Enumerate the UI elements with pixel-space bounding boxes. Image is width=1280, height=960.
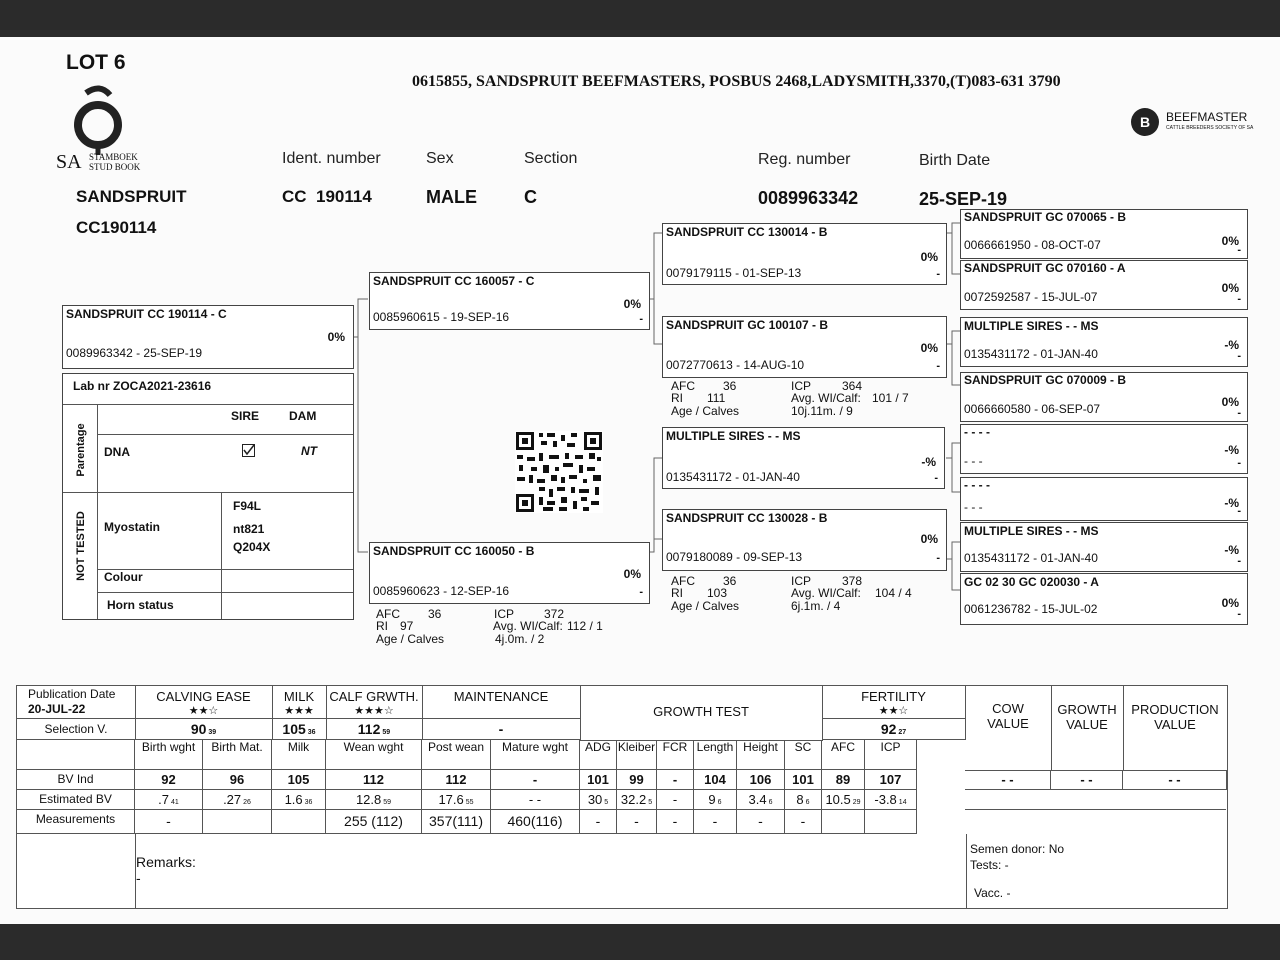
pedigree-sire-sire (662, 223, 947, 285)
measurement-value: - (785, 810, 822, 834)
ds-title: MULTIPLE SIRES - - MS (666, 429, 801, 443)
col-header-icp: ICP (865, 740, 917, 770)
lab-sire-header: SIRE (231, 409, 260, 423)
myostatin-nt821: nt821 (233, 522, 265, 536)
measurement-value (203, 810, 272, 834)
logo-line2: STUD BOOK (89, 162, 141, 172)
gg-6-dash: - (1237, 505, 1241, 517)
col-header-adg: ADG (580, 740, 617, 770)
ebv-accuracy: 41 (171, 799, 179, 806)
gg-4-title: SANDSPRUIT GC 070009 - B (964, 373, 1127, 387)
bv-value: 101 (580, 770, 617, 790)
parentage-label: Parentage (75, 423, 87, 477)
milk-stars: ★★★ (284, 705, 314, 717)
ebv-value (580, 790, 617, 810)
measurement-value: 460(116) (491, 810, 580, 834)
dd-icp-label: ICP (791, 574, 812, 588)
selection-label: Selection V. (17, 719, 136, 740)
bv-row (17, 770, 1227, 790)
value-index: - - (1123, 770, 1227, 790)
ebv-accuracy: 5 (604, 799, 609, 806)
col-header-height: Height (737, 740, 785, 770)
not-tested-label: NOT TESTED (75, 511, 87, 581)
pub-date-cell (17, 686, 136, 719)
registration-certificate (0, 37, 1280, 924)
milk-header (272, 686, 327, 719)
dna-label: DNA (104, 445, 130, 459)
dd-line: 0079180089 - 09-SEP-13 (666, 550, 803, 564)
lab-title: Lab nr ZOCA2021-23616 (73, 379, 212, 393)
production-value-label: PRODUCTION VALUE (1131, 702, 1219, 732)
sd-line: 0072770613 - 14-AUG-10 (666, 358, 805, 372)
sd-icp-label: ICP (791, 379, 812, 393)
gg-8-title: GC 02 30 GC 020030 - A (964, 575, 1099, 589)
calving-ease-header (135, 686, 273, 719)
section-value: C (524, 187, 537, 207)
dam-avg: 112 / 1 (567, 619, 603, 633)
breeding-values-table (16, 685, 1228, 909)
calf-growth-header (326, 686, 423, 719)
bv-value: 112 (422, 770, 491, 790)
sd-avg-label: Avg. WI/Calf: (791, 391, 861, 405)
measurement-value: - (617, 810, 657, 834)
reg-value: 0089963342 (758, 188, 859, 208)
measurement-value (272, 810, 326, 834)
dam-afc: 36 (428, 607, 442, 621)
gg-7-line: 0135431172 - 01-JAN-40 (964, 551, 1098, 565)
measurement-value: - (657, 810, 694, 834)
ebv-number: 10.5 (825, 792, 851, 807)
pub-label: Publication Date (28, 687, 116, 701)
sire-title: SANDSPRUIT CC 160057 - C (373, 274, 535, 288)
gg-6-title: - - - - (964, 478, 990, 492)
ebv-number: 8 (796, 792, 804, 807)
dam-line: 0085960623 - 12-SEP-16 (373, 584, 510, 598)
pedigree-gg-3 (960, 317, 1248, 367)
dd-avg-label: Avg. WI/Calf: (791, 586, 861, 600)
ebv-accuracy: 59 (383, 799, 392, 806)
gg-6-pct: -% (1224, 496, 1239, 510)
gg-6-line: - - - (964, 500, 983, 514)
ebv-value (326, 790, 422, 810)
gg-4-line: 0066660580 - 06-SEP-07 (964, 402, 1101, 416)
calving-label: CALVING EASE (156, 689, 251, 704)
sire-dash: - (639, 313, 643, 325)
gg-7-title: MULTIPLE SIRES - - MS (964, 524, 1099, 538)
ss-title: SANDSPRUIT CC 130014 - B (666, 225, 828, 239)
ebv-accuracy: 6 (805, 799, 810, 806)
ds-dash: - (934, 472, 938, 484)
measurements-label: Measurements (17, 810, 135, 834)
ident-value: CC 190114 (282, 187, 372, 206)
fertility-stars: ★★☆ (878, 705, 909, 717)
sel-milk-value: 105 (282, 721, 306, 737)
lab-panel (62, 373, 354, 620)
gg-5-dash: - (1237, 457, 1241, 469)
sd-ri: 111 (707, 391, 726, 405)
dd-age-label: Age / Calves (671, 599, 740, 613)
sel-calving-value: 90 (190, 721, 207, 737)
gg-5-pct: -% (1224, 443, 1239, 457)
ebv-accuracy: 6 (717, 799, 722, 806)
dna-dam-value: NT (301, 444, 317, 458)
measurement-value: - (580, 810, 617, 834)
gg-5-title: - - - - (964, 425, 990, 439)
ebv-accuracy: 5 (648, 799, 653, 806)
gg-5-line: - - - (964, 454, 983, 468)
ebv-number: 3.4 (748, 792, 767, 807)
bv-value: 106 (737, 770, 785, 790)
gg-4-pct: 0% (1221, 395, 1239, 409)
bv-value: 92 (135, 770, 203, 790)
bv-value: 89 (822, 770, 865, 790)
reg-label: Reg. number (758, 151, 851, 168)
checked-box-icon (242, 444, 255, 457)
measurement-value: - (694, 810, 737, 834)
ebv-value (422, 790, 491, 810)
measurement-value (865, 810, 917, 834)
sex-value: MALE (426, 187, 477, 207)
ebv-value (822, 790, 865, 810)
sel-fert-acc: 27 (898, 729, 907, 736)
gg-4-dash: - (1237, 407, 1241, 419)
bv-value: 96 (203, 770, 272, 790)
dam-title: SANDSPRUIT CC 160050 - B (373, 544, 535, 558)
tests: Tests: - (970, 858, 1009, 872)
sel-milk-acc: 36 (307, 729, 316, 736)
measurement-value: 255 (112) (326, 810, 422, 834)
bv-value: - (491, 770, 580, 790)
fertility-header (822, 686, 966, 719)
dam-icp-label: ICP (494, 607, 515, 621)
selection-calving (135, 719, 273, 740)
sd-avg: 101 / 7 (872, 391, 909, 405)
measurement-value: - (135, 810, 203, 834)
selection-calf (326, 719, 423, 740)
dd-avg: 104 / 4 (875, 586, 912, 600)
beefmaster-name: BEEFMASTER (1166, 110, 1248, 124)
remarks-label: Remarks: (136, 854, 196, 870)
logo-line1: STAMBOEK (89, 152, 138, 162)
col-header-afc: AFC (822, 740, 865, 770)
dam-icp: 372 (544, 607, 565, 621)
selection-maintenance: - (422, 719, 581, 740)
ebv-number: - (672, 792, 678, 807)
gg-8-pct: 0% (1221, 596, 1239, 610)
birth-value: 25-SEP-19 (919, 189, 1008, 209)
lot-number: LOT 6 (66, 51, 126, 74)
pedigree-gg-1 (960, 209, 1248, 259)
ident-label: Ident. number (282, 150, 381, 167)
pedigree-dam-sire (662, 427, 945, 489)
ebv-accuracy: 36 (304, 799, 313, 806)
pedigree-gg-8 (960, 573, 1248, 625)
bv-value: 99 (617, 770, 657, 790)
svg-text:B: B (1139, 114, 1151, 130)
lab-dam-header: DAM (289, 409, 317, 423)
ebv-value (865, 790, 917, 810)
dd-ri-label: RI (671, 586, 683, 600)
production-value-header (1123, 686, 1227, 771)
gg-2-title: SANDSPRUIT GC 070160 - A (964, 261, 1126, 275)
ebv-accuracy: 26 (243, 799, 251, 806)
pedigree-dam (369, 542, 650, 604)
self-title: SANDSPRUIT CC 190114 - C (66, 307, 227, 321)
sd-icp: 364 (842, 379, 863, 393)
ebv-accuracy: 6 (768, 799, 773, 806)
bv-value: 104 (694, 770, 737, 790)
pedigree-dam-dam (662, 509, 947, 571)
column-header-blank (17, 740, 135, 770)
dam-age-label: Age / Calves (376, 632, 445, 646)
ebv-number: - - (528, 792, 542, 807)
ebv-number: 32.2 (620, 792, 647, 807)
ebv-number: 17.6 (438, 792, 464, 807)
value-index: - - (965, 770, 1051, 790)
gg-1-line: 0066661950 - 08-OCT-07 (964, 238, 1101, 252)
ebv-accuracy: 14 (898, 799, 907, 806)
birth-label: Birth Date (919, 152, 991, 169)
gg-1-dash: - (1237, 244, 1241, 256)
ebv-number: -3.8 (874, 792, 897, 807)
ebv-accuracy: 55 (465, 799, 474, 806)
pedigree-gg-4 (960, 372, 1248, 422)
gg-3-dash: - (1237, 350, 1241, 362)
dam-pct: 0% (623, 567, 641, 581)
ebv-blank (965, 790, 1226, 810)
col-header-post-wean: Post wean (422, 740, 491, 770)
dd-afc-label: AFC (671, 574, 695, 588)
col-header-milk: Milk (272, 740, 326, 770)
gg-3-line: 0135431172 - 01-JAN-40 (964, 347, 1098, 361)
sel-calving-acc: 39 (208, 729, 217, 736)
ebv-number: 30 (587, 792, 603, 807)
col-header-birth-mat-: Birth Mat. (203, 740, 272, 770)
ebv-number: .27 (223, 792, 242, 807)
col-header-fcr: FCR (657, 740, 694, 770)
ebv-value (617, 790, 657, 810)
calf-label: CALF GRWTH. (329, 689, 419, 704)
ds-pct: -% (921, 455, 936, 469)
ebv-value (135, 790, 203, 810)
section-label: Section (524, 150, 578, 167)
selection-milk (272, 719, 327, 740)
gg-8-line: 0061236782 - 15-JUL-02 (964, 602, 1098, 616)
sd-afc: 36 (723, 379, 737, 393)
dd-icp: 378 (842, 574, 863, 588)
dd-title: SANDSPRUIT CC 130028 - B (666, 511, 828, 525)
qr-code-icon (515, 431, 603, 513)
bv-value: - (657, 770, 694, 790)
pedigree-sire (369, 272, 650, 330)
ds-line: 0135431172 - 01-JAN-40 (666, 470, 800, 484)
ebv-row (17, 790, 1227, 810)
self-line: 0089963342 - 25-SEP-19 (66, 346, 203, 360)
col-header-birth-wght: Birth wght (135, 740, 203, 770)
bv-value: 112 (326, 770, 422, 790)
growth-test-header (580, 686, 823, 741)
col-header-sc: SC (785, 740, 822, 770)
measurements-row (17, 810, 965, 834)
ebv-number: 9 (708, 792, 716, 807)
dna-sire-checkbox (242, 444, 254, 456)
col-header-mature-wght: Mature wght (491, 740, 580, 770)
ebv-value (737, 790, 785, 810)
ebv-value (694, 790, 737, 810)
measurement-value (822, 810, 865, 834)
bv-value: 105 (272, 770, 326, 790)
gg-2-line: 0072592587 - 15-JUL-07 (964, 290, 1098, 304)
dd-age: 6j.1m. / 4 (791, 599, 841, 613)
sel-fert-value: 92 (880, 721, 897, 737)
dam-ri-label: RI (376, 619, 388, 633)
sel-calf-acc: 59 (382, 729, 391, 736)
ebv-value (491, 790, 580, 810)
animal-name: SANDSPRUIT (76, 187, 187, 206)
vacc: Vacc. - (974, 886, 1011, 900)
ebv-value (272, 790, 326, 810)
semen-donor: Semen donor: No (970, 842, 1065, 856)
col-header-kleiber: Kleiber (617, 740, 657, 770)
measurement-value: - (737, 810, 785, 834)
ss-dash: - (936, 268, 940, 280)
calving-stars: ★★☆ (188, 705, 219, 717)
gg-3-title: MULTIPLE SIRES - - MS (964, 319, 1099, 333)
dam-ri: 97 (400, 619, 414, 633)
myostatin-f94l: F94L (233, 499, 262, 513)
dam-dash: - (639, 586, 643, 598)
animal-code: CC190114 (76, 218, 157, 237)
gg-7-dash: - (1237, 555, 1241, 567)
sd-pct: 0% (920, 341, 938, 355)
gg-2-dash: - (1237, 293, 1241, 305)
sd-afc-label: AFC (671, 379, 695, 393)
gg-8-dash: - (1237, 608, 1241, 620)
growth-value-label: GROWTH VALUE (1057, 702, 1117, 732)
ebv-number: .7 (158, 792, 170, 807)
ebv-label: Estimated BV (17, 790, 135, 810)
col-header-wean-wght: Wean wght (326, 740, 422, 770)
sd-age: 10j.11m. / 9 (791, 404, 853, 418)
sex-label: Sex (426, 150, 454, 167)
maintenance-label: MAINTENANCE (453, 689, 549, 704)
sd-age-label: Age / Calves (671, 404, 740, 418)
pedigree-gg-6 (960, 477, 1248, 521)
milk-label: MILK (283, 689, 315, 704)
sire-pct: 0% (623, 297, 641, 311)
ss-pct: 0% (920, 250, 938, 264)
value-index: - - (1051, 770, 1123, 790)
fertility-label: FERTILITY (861, 689, 926, 704)
measurement-value: 357(111) (422, 810, 491, 834)
gg-1-title: SANDSPRUIT GC 070065 - B (964, 210, 1127, 224)
pub-date: 20-JUL-22 (28, 702, 86, 716)
sd-ri-label: RI (671, 391, 683, 405)
sd-title: SANDSPRUIT GC 100107 - B (666, 318, 829, 332)
column-header-row (17, 740, 965, 770)
breeder-details: 0615855, SANDSPRUIT BEEFMASTERS, POSBUS 2468,LADYSMITH,3370,(T)083-631 3790 (412, 73, 1061, 90)
dam-afc-label: AFC (376, 607, 400, 621)
sd-dash: - (936, 360, 940, 372)
ebv-number: 1.6 (284, 792, 303, 807)
dam-avg-label: Avg. WI/Calf: (493, 619, 563, 633)
pedigree-self (62, 305, 354, 369)
remarks-area (135, 834, 967, 908)
pedigree-gg-7 (960, 522, 1248, 572)
ebv-value (785, 790, 822, 810)
sel-calf-value: 112 (357, 721, 381, 737)
pedigree-gg-2 (960, 260, 1248, 310)
selection-fertility (822, 719, 966, 740)
bv-value: 107 (865, 770, 917, 790)
self-pct: 0% (327, 330, 345, 344)
ebv-value (657, 790, 694, 810)
dd-pct: 0% (920, 532, 938, 546)
ebv-accuracy: 29 (852, 799, 861, 806)
colour-label: Colour (104, 570, 143, 584)
maintenance-header (422, 686, 581, 719)
gg-1-pct: 0% (1221, 234, 1239, 248)
dd-afc: 36 (723, 574, 737, 588)
horn-status-label: Horn status (107, 598, 174, 612)
logo-sa: SA (56, 151, 82, 173)
ss-line: 0079179115 - 01-SEP-13 (666, 266, 802, 280)
gg-2-pct: 0% (1221, 281, 1239, 295)
calf-stars: ★★★☆ (354, 705, 394, 717)
dd-dash: - (936, 552, 940, 564)
myostatin-label: Myostatin (104, 520, 161, 534)
gg-3-pct: -% (1224, 338, 1239, 352)
remarks-value: - (136, 870, 141, 886)
col-header-length: Length (694, 740, 737, 770)
bv-label: BV Ind (17, 770, 135, 790)
growth-test-label: GROWTH TEST (653, 704, 749, 719)
dam-age: 4j.0m. / 2 (495, 632, 545, 646)
pedigree-sire-dam (662, 316, 947, 378)
ebv-value (203, 790, 272, 810)
beefmaster-tag: CATTLE BREEDERS SOCIETY OF SA (1166, 125, 1254, 131)
myostatin-q204x: Q204X (233, 540, 271, 554)
ebv-number: 12.8 (355, 792, 382, 807)
bv-value: 101 (785, 770, 822, 790)
cow-value-label: COW VALUE (987, 701, 1029, 731)
pedigree-gg-5 (960, 424, 1248, 474)
cow-value-header (965, 686, 1052, 771)
growth-value-header (1051, 686, 1124, 771)
sire-line: 0085960615 - 19-SEP-16 (373, 310, 510, 324)
qr-code (515, 431, 603, 513)
dd-ri: 103 (707, 586, 728, 600)
gg-7-pct: -% (1224, 543, 1239, 557)
